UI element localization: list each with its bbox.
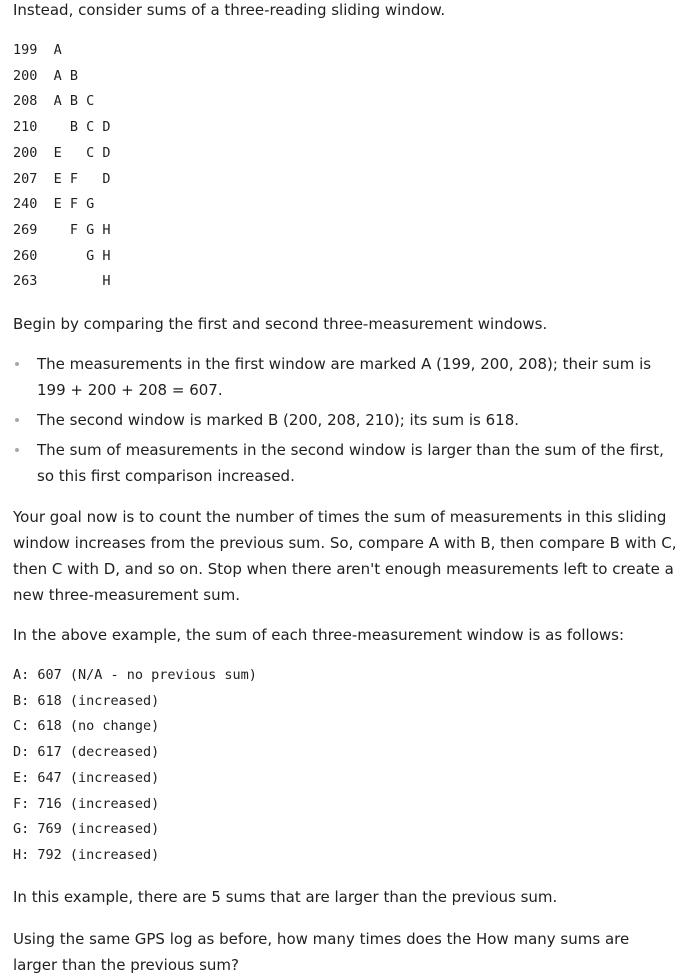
- sum-row: E: 647 (increased): [13, 769, 160, 786]
- question-paragraph: Using the same GPS log as before, how many times does the How many sums are larger than the previous sum?: [13, 930, 630, 974]
- goal-paragraph: Your goal now is to count the number of times the sum of measurements in this sliding window increases from the previous sum. So, compare A with B, then compare B with C, then C with D, and so on. Stop when there aren't enough measurements left to create a new three-measurement sum.: [13, 508, 677, 604]
- window-row: 208 A B C: [13, 93, 95, 110]
- bullet-dot-icon: [15, 448, 19, 452]
- sum-row: G: 769 (increased): [13, 821, 160, 838]
- sliding-window-block: [13, 38, 111, 295]
- bullet-dot-icon: [15, 418, 19, 422]
- window-row: 210 B C D: [13, 119, 111, 136]
- list-item: [13, 437, 678, 489]
- list-item: [13, 351, 678, 403]
- window-row: 199 A: [13, 42, 62, 58]
- window-row: 263 H: [13, 273, 111, 290]
- window-row: 260 G H: [13, 247, 111, 264]
- window-row: 207 E F D: [13, 170, 111, 187]
- bullet-text: The sum of measurements in the second window is larger than the sum of the first, so this first comparison increased.: [37, 441, 664, 485]
- comparison-bullet-list: [13, 351, 678, 493]
- window-sums-block: [13, 663, 257, 869]
- window-row: 240 E F G: [13, 196, 95, 213]
- bullet-text: The second window is marked B (200, 208, 210); its sum is 618.: [37, 411, 520, 429]
- sum-row: F: 716 (increased): [13, 795, 160, 812]
- bullet-dot-icon: [15, 362, 19, 366]
- example-paragraph: In the above example, the sum of each three-measurement window is as follows:: [13, 626, 625, 644]
- sum-row: C: 618 (no change): [13, 718, 160, 735]
- sum-row: D: 617 (decreased): [13, 744, 160, 761]
- window-row: 200 A B: [13, 67, 79, 84]
- intro-paragraph: Instead, consider sums of a three-reading sliding window.: [13, 1, 446, 19]
- bullet-text: The measurements in the first window are marked A (199, 200, 208); their sum is 199 + 200 + 208 = 607.: [37, 355, 652, 399]
- sum-row: H: 792 (increased): [13, 846, 160, 863]
- sum-row: B: 618 (increased): [13, 692, 160, 709]
- result-paragraph: In this example, there are 5 sums that are larger than the previous sum.: [13, 888, 558, 906]
- window-row: 269 F G H: [13, 221, 111, 238]
- begin-paragraph: Begin by comparing the first and second three-measurement windows.: [13, 315, 548, 333]
- window-row: 200 E C D: [13, 144, 111, 161]
- sum-row: A: 607 (N/A - no previous sum): [13, 667, 257, 683]
- list-item: [13, 407, 678, 433]
